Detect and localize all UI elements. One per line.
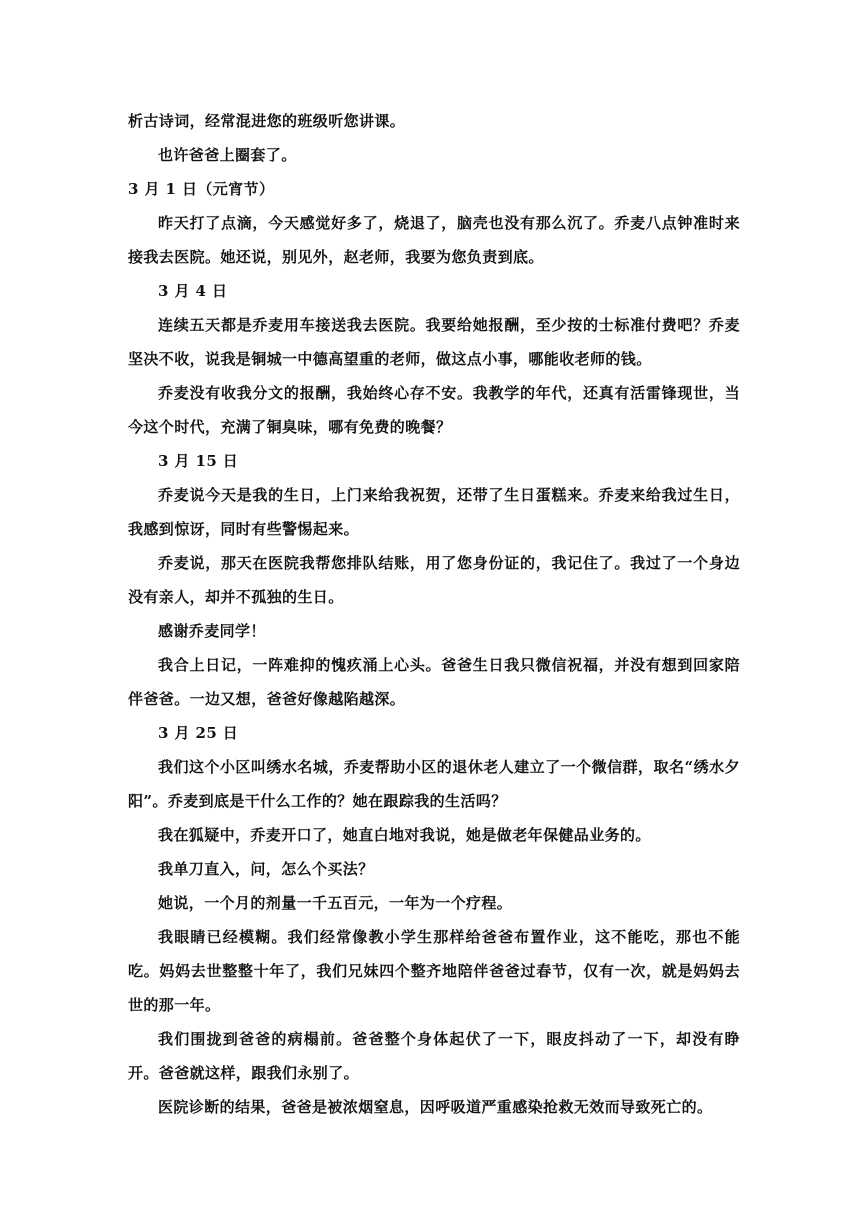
paragraph: 她说，一个月的剂量一千五百元，一年为一个疗程。 — [158, 894, 513, 912]
text-column — [128, 104, 740, 1124]
paragraph: 昨天打了点滴，今天感觉好多了，烧退了，脑壳也没有那么沉了。乔麦八点钟准时来接我去医院。她还说，别见外，赵老师，我要为您负责到底。 — [128, 214, 740, 266]
paragraph: 我眼睛已经模糊。我们经常像教小学生那样给爸爸布置作业，这不能吃，那也不能吃。妈妈去世整整十年了，我们兄妹四个整齐地陪伴爸爸过春节，仅有一次，就是妈妈去世的那一年。 — [128, 928, 740, 1014]
date-heading: 3 月 15 日 — [158, 452, 239, 470]
paragraph: 也许爸爸上圈套了。 — [158, 146, 297, 164]
paragraph: 医院诊断的结果，爸爸是被浓烟窒息，因呼吸道严重感染抢救无效而导致死亡的。 — [158, 1098, 713, 1116]
paragraph: 析古诗词，经常混进您的班级听您讲课。 — [128, 112, 406, 130]
paragraph: 我在狐疑中，乔麦开口了，她直白地对我说，她是做老年保健品业务的。 — [158, 826, 651, 844]
paragraph: 感谢乔麦同学！ — [158, 622, 266, 640]
paragraph: 乔麦说今天是我的生日，上门来给我祝贺，还带了生日蛋糕来。乔麦来给我过生日，我感到惊讶，同时有些警惕起来。 — [128, 486, 740, 538]
date-heading: 3 月 1 日（元宵节） — [128, 180, 275, 198]
paragraph: 连续五天都是乔麦用车接送我去医院。我要给她报酬，至少按的士标准付费吧？乔麦坚决不收，说我是铜城一中德高望重的老师，做这点小事，哪能收老师的钱。 — [128, 316, 740, 368]
paragraph: 我单刀直入，问，怎么个买法？ — [158, 860, 374, 878]
paragraph: 乔麦说，那天在医院我帮您排队结账，用了您身份证的，我记住了。我过了一个身边没有亲人，却并不孤独的生日。 — [128, 554, 740, 606]
date-heading: 3 月 4 日 — [158, 282, 228, 300]
paragraph: 我合上日记，一阵难抑的愧疚涌上心头。爸爸生日我只微信祝福，并没有想到回家陪伴爸爸。一边又想，爸爸好像越陷越深。 — [128, 656, 740, 708]
paragraph: 乔麦没有收我分文的报酬，我始终心存不安。我教学的年代，还真有活雷锋现世，当今这个时代，充满了铜臭味，哪有免费的晚餐？ — [128, 384, 740, 436]
date-heading: 3 月 25 日 — [158, 724, 239, 742]
paragraph: 我们这个小区叫绣水名城，乔麦帮助小区的退休老人建立了一个微信群，取名“绣水夕阳”。乔麦到底是干什么工作的？她在跟踪我的生活吗？ — [128, 758, 740, 810]
paragraph: 我们围拢到爸爸的病榻前。爸爸整个身体起伏了一下，眼皮抖动了一下，却没有睁开。爸爸就这样，跟我们永别了。 — [128, 1030, 740, 1082]
